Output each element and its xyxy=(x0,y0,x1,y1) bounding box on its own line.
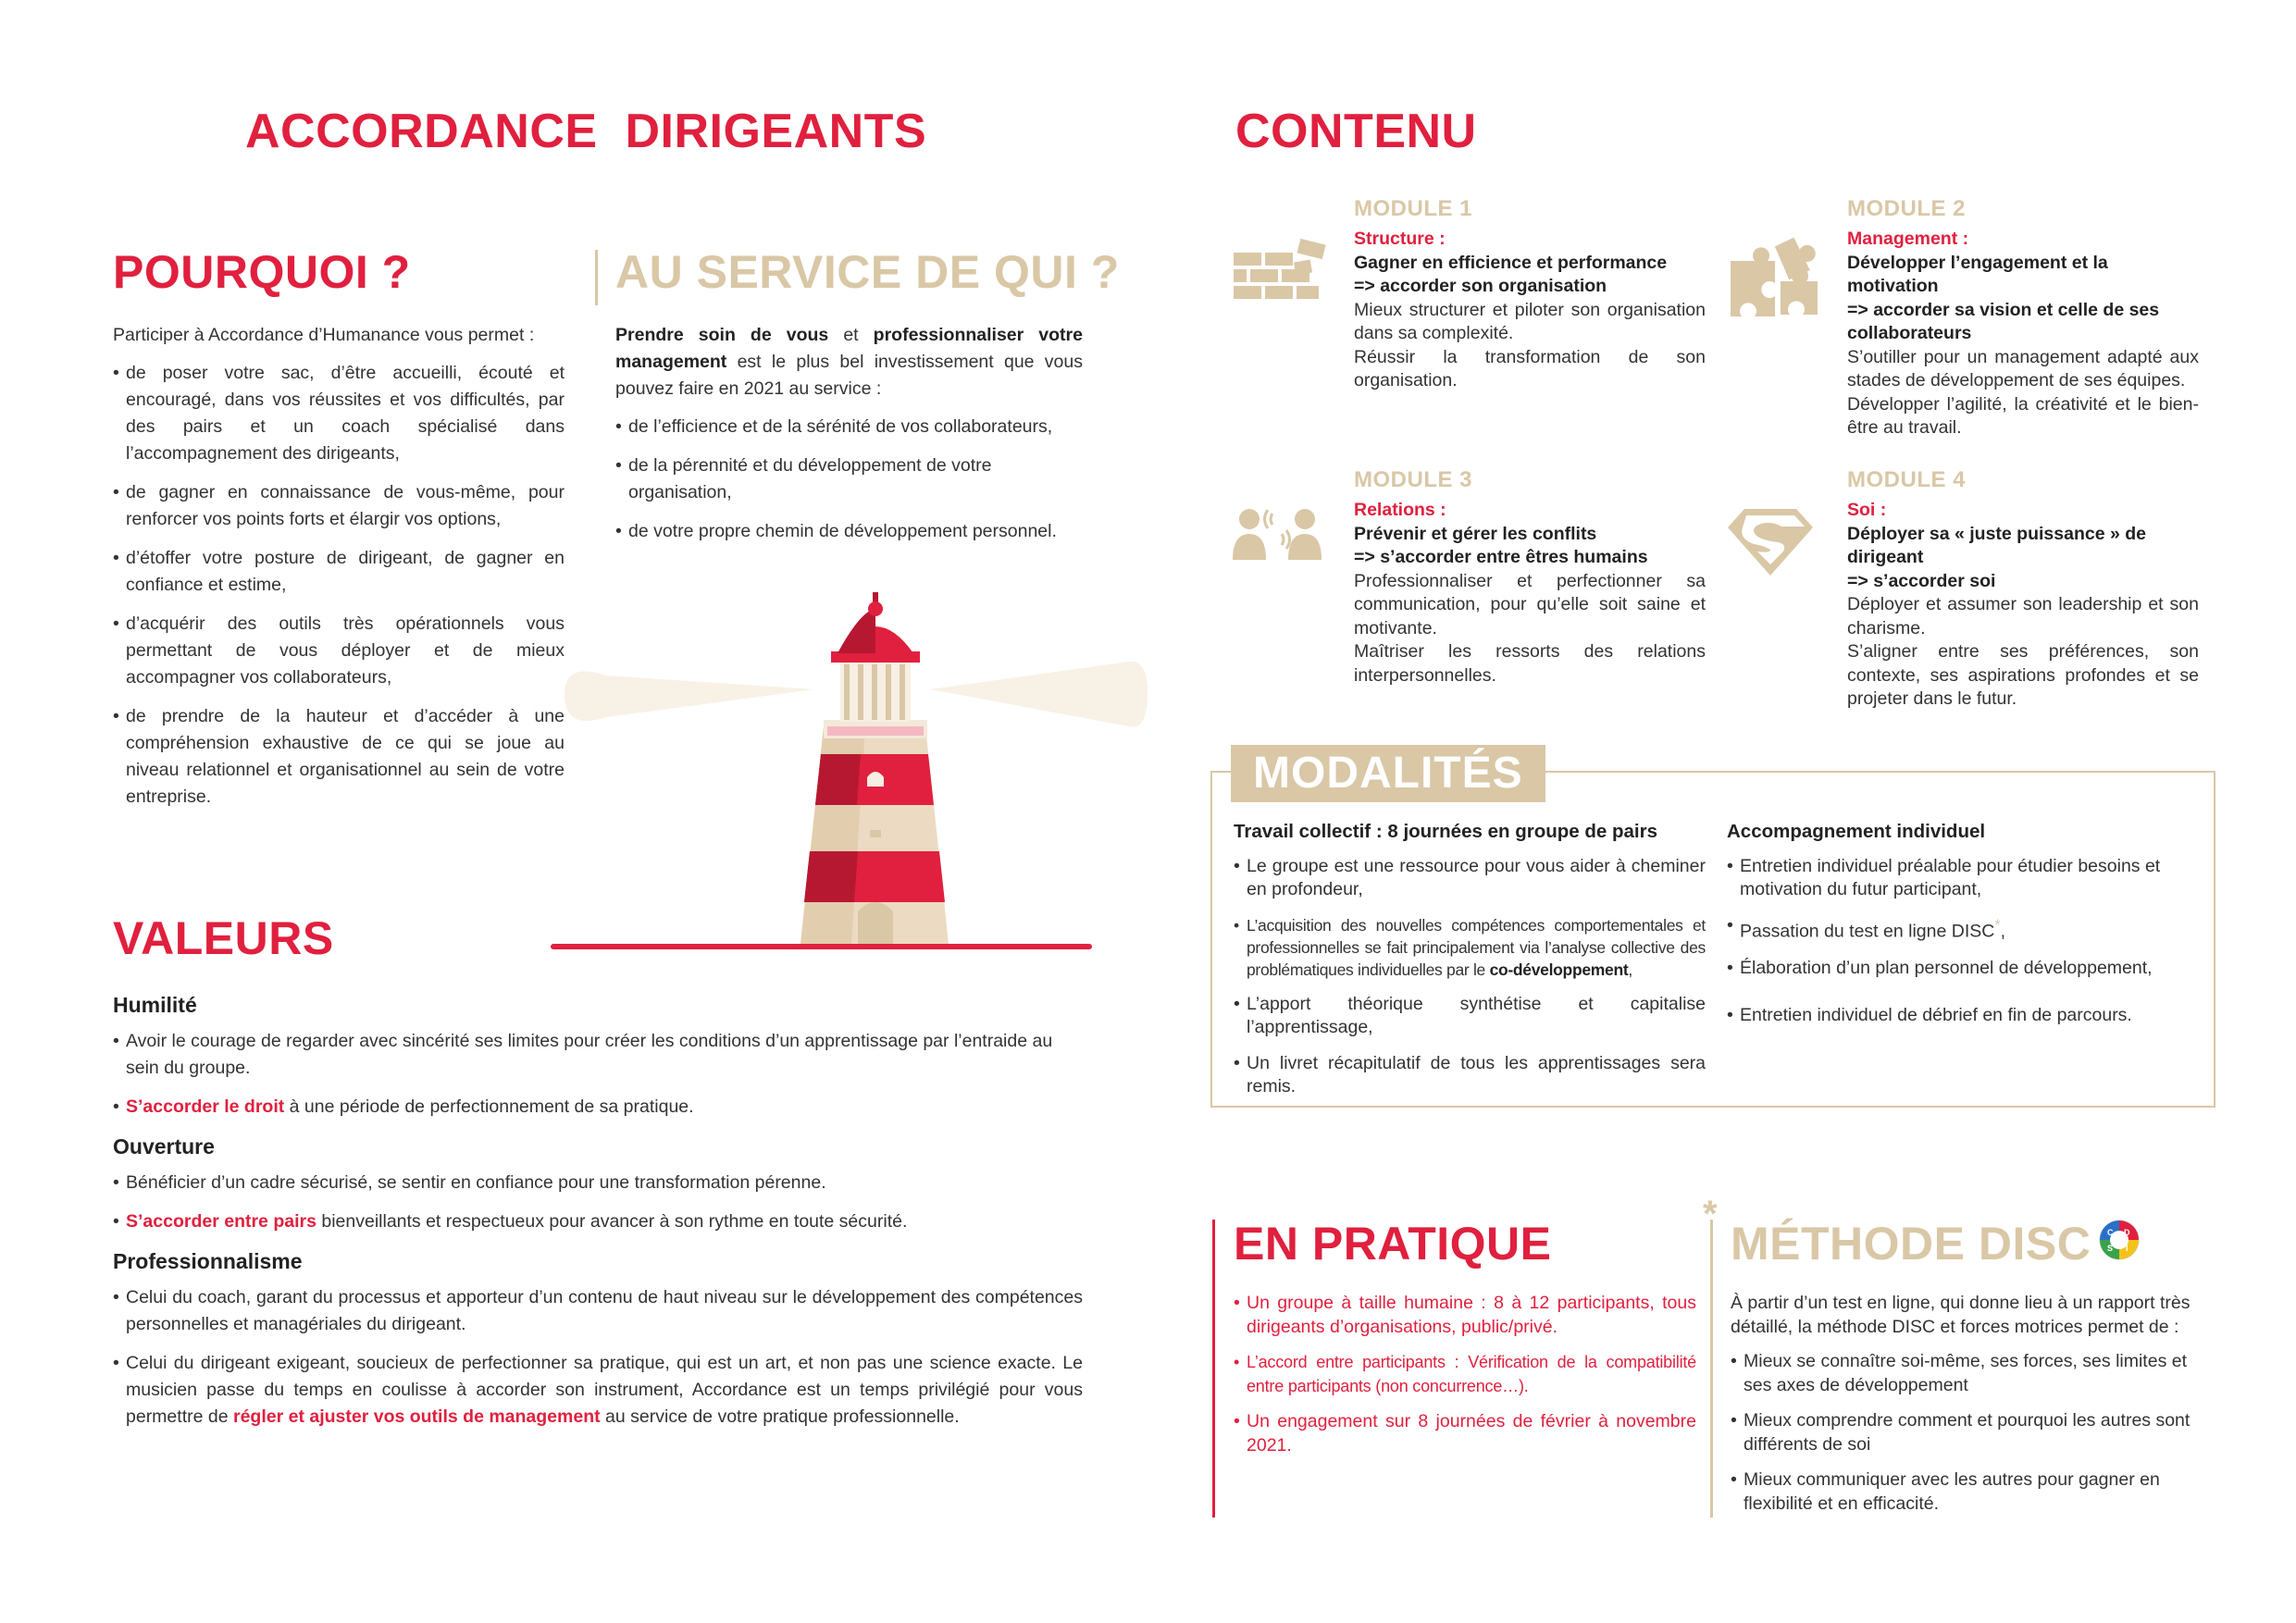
service-divider xyxy=(595,250,598,305)
module-3-category: Relations : xyxy=(1354,500,1446,520)
modalites-title-banner xyxy=(1231,745,1545,802)
list-item xyxy=(113,1094,1083,1121)
module-3-content xyxy=(1354,499,1706,688)
module-1 xyxy=(1354,196,1706,393)
service-title: AU SERVICE DE QUI ? xyxy=(615,246,1120,298)
bricks-icon xyxy=(1234,236,1326,310)
disc-section xyxy=(1731,1292,2198,1528)
contenu-title: CONTENU xyxy=(1235,105,1477,158)
ouverture-list xyxy=(113,1170,1083,1235)
pourquoi-intro: Participer à Accordance d’Humanance vous permet : xyxy=(113,325,535,345)
module-1-category: Structure : xyxy=(1354,229,1446,249)
list-item xyxy=(113,1208,1083,1235)
list-item xyxy=(113,1350,1083,1431)
service-text: et xyxy=(828,325,874,345)
pourquoi-title: POURQUOI ? xyxy=(113,246,411,298)
modalites-col2 xyxy=(1727,820,2199,1040)
list-item: • Bénéficier d’un cadre sécurisé, se sentir en confiance pour une transformation pérenne. xyxy=(113,1170,1083,1196)
module-1-heading: MODULE 1 xyxy=(1354,196,1473,221)
item-text: à une période de perfectionnement de sa pratique. xyxy=(284,1096,694,1117)
modalites-col1-title: Travail collectif : 8 journées en groupe de pairs xyxy=(1234,821,1657,842)
list-item: • Avoir le courage de regarder avec sincérité ses limites pour créer les conditions d’un apprentissage par l’entraide au sein du groupe. xyxy=(113,1028,1083,1082)
module-3 xyxy=(1354,467,1706,688)
item-text: L’acquisition des nouvelles compétences comportementales et professionnelles se fait principalement via l’analyse collective des problématiques individuelles par le xyxy=(1247,915,1706,979)
disc-divider xyxy=(1710,1220,1713,1518)
module-3-line1: Prévenir et gérer les conflits xyxy=(1354,523,1597,544)
pourquoi-list xyxy=(113,360,565,811)
list-item xyxy=(1234,914,1706,981)
module-4-line1: Déployer sa « juste puissance » de dirigeant xyxy=(1847,523,2146,567)
disc-letter-d: D xyxy=(2124,1228,2130,1237)
highlight-text: S’accorder entre pairs xyxy=(126,1211,316,1232)
module-3-line2: => s’accorder entre êtres humains xyxy=(1354,547,1648,567)
modalites-col2-list xyxy=(1727,855,2199,1028)
lighthouse-illustration xyxy=(546,592,1157,962)
service-list xyxy=(615,414,1083,545)
modalites-col1 xyxy=(1234,820,1706,1111)
module-1-content xyxy=(1354,228,1706,393)
list-item: • Élaboration d’un plan personnel de développement, xyxy=(1727,957,2199,981)
modalites-col1-list xyxy=(1234,855,1706,1099)
module-2-line1: Développer l’engagement et la motivation xyxy=(1847,252,2108,296)
pratique-list xyxy=(1234,1292,1696,1457)
list-item: • Mieux communiquer avec les autres pour gagner en flexibilité et en efficacité. xyxy=(1731,1468,2198,1516)
service-strong-1: Prendre soin de vous xyxy=(615,325,829,345)
item-text: au service de votre pratique professionnelle. xyxy=(600,1406,960,1427)
module-4-heading: MODULE 4 xyxy=(1847,467,1967,492)
module-2-line2: => accorder sa vision et celle de ses collaborateurs xyxy=(1847,299,2160,343)
list-item: • Le groupe est une ressource pour vous aider à cheminer en profondeur, xyxy=(1234,855,1706,902)
list-item: • L’accord entre participants : Vérification de la compatibilité entre participants (non concurrence…). xyxy=(1234,1351,1696,1398)
module-2-content xyxy=(1847,228,2199,440)
list-item: • Un engagement sur 8 journées de février à novembre 2021. xyxy=(1234,1410,1696,1457)
module-2-category: Management : xyxy=(1847,229,1969,249)
service-strong-2: professionnaliser votre management xyxy=(615,325,1083,372)
service-section xyxy=(615,322,1083,557)
item-text: , xyxy=(2000,921,2006,941)
list-item: • Entretien individuel de débrief en fin de parcours. xyxy=(1727,1004,2199,1028)
service-text-rest: est le plus bel investissement que vous pouvez faire en 2021 au service : xyxy=(615,352,1083,399)
disc-asterisk: * xyxy=(1703,1194,1718,1234)
people-talking-icon xyxy=(1231,506,1323,562)
service-paragraph xyxy=(615,322,1083,403)
module-1-body: Mieux structurer et piloter son organisation dans sa complexité. Réussir la transformation de son organisation. xyxy=(1354,299,1706,390)
module-4-category: Soi : xyxy=(1847,500,1887,520)
disc-logo-icon xyxy=(2099,1220,2140,1260)
pratique-title: EN PRATIQUE xyxy=(1234,1218,1552,1270)
list-item: • Un groupe à taille humaine : 8 à 12 participants, tous dirigeants d’organisations, public/privé. xyxy=(1234,1292,1696,1339)
item-text: Celui du dirigeant exigeant, soucieux de perfectionner sa pratique, qui est un art, et non pas une science exacte. Le musicien passe du temps en coulisse à accorder son instrument, Accordance est un temps privilégié pour vous permettre de xyxy=(126,1353,1083,1427)
superman-icon xyxy=(1726,507,1815,577)
professionnalisme-title: Professionnalisme xyxy=(113,1249,303,1273)
disc-intro: À partir d’un test en ligne, qui donne lieu à un rapport très détaillé, la méthode DISC et forces motrices permet de : xyxy=(1731,1293,2191,1337)
list-item xyxy=(1727,914,2199,944)
list-item: • de l’efficience et de la sérénité de vos collaborateurs, xyxy=(615,414,1083,440)
main-title: ACCORDANCE DIRIGEANTS xyxy=(245,105,927,158)
module-4-content xyxy=(1847,499,2199,712)
codev-text: co-développement xyxy=(1489,960,1629,979)
module-4-body: Déployer et assumer son leadership et son charisme. S’aligner entre ses préférences, son contexte, ses aspirations profondes et se projeter dans le futur. xyxy=(1847,594,2199,709)
valeurs-section xyxy=(113,992,1083,1443)
module-1-line2: => accorder son organisation xyxy=(1354,276,1607,296)
pratique-divider xyxy=(1212,1220,1215,1518)
module-3-heading: MODULE 3 xyxy=(1354,467,1473,492)
list-item: • Mieux comprendre comment et pourquoi les autres sont différents de soi xyxy=(1731,1409,2198,1456)
module-2-heading: MODULE 2 xyxy=(1847,196,1967,221)
item-text: bienveillants et respectueux pour avancer à son rythme en toute sécurité. xyxy=(316,1211,908,1232)
list-item: • Mieux se connaître soi-même, ses forces, ses limites et ses axes de développement xyxy=(1731,1350,2198,1397)
disc-title: MÉTHODE DISC xyxy=(1731,1218,2091,1270)
module-4 xyxy=(1847,467,2199,712)
module-2 xyxy=(1847,196,2199,440)
list-item: • Un livret récapitulatif de tous les apprentissages sera remis. xyxy=(1234,1052,1706,1099)
disc-letter-c: C xyxy=(2107,1228,2114,1237)
list-item: • d’acquérir des outils très opérationnels vous permettant de vous déployer et de mieux accompagner vos collaborateurs, xyxy=(113,611,565,691)
humilite-title: Humilité xyxy=(113,993,197,1017)
modalites-col2-title: Accompagnement individuel xyxy=(1727,821,1986,842)
item-text: , xyxy=(1628,960,1632,979)
list-item: • L’apport théorique synthétise et capitalise l’apprentissage, xyxy=(1234,993,1706,1040)
list-item: • de gagner en connaissance de vous-même, pour renforcer vos points forts et élargir vos options, xyxy=(113,479,565,533)
list-item: • Celui du coach, garant du processus et apporteur d’un contenu de haut niveau sur le développement des compétences personnelles et managériales du dirigeant. xyxy=(113,1284,1083,1338)
puzzle-icon xyxy=(1729,238,1821,326)
item-text: Passation du test en ligne DISC xyxy=(1740,921,1995,941)
professionnalisme-list xyxy=(113,1284,1083,1431)
list-item: • de votre propre chemin de développement personnel. xyxy=(615,518,1083,545)
list-item: • de poser votre sac, d’être accueilli, écouté et encouragé, dans vos réussites et vos difficultés, par des pairs et un coach spécialisé dans l’accompagnement des dirigeants, xyxy=(113,360,565,467)
module-4-line2: => s’accorder soi xyxy=(1847,570,1996,591)
list-item: • Entretien individuel préalable pour étudier besoins et motivation du futur participant, xyxy=(1727,855,2199,902)
valeurs-title: VALEURS xyxy=(113,912,334,964)
pratique-section xyxy=(1234,1292,1696,1469)
list-item: • de la pérennité et du développement de votre organisation, xyxy=(615,452,1083,506)
list-item: • d’étoffer votre posture de dirigeant, de gagner en confiance et estime, xyxy=(113,545,565,599)
list-item: • de prendre de la hauteur et d’accéder à une compréhension exhaustive de ce qui se joue au niveau relationnel et organisationnel au sein de votre entreprise. xyxy=(113,703,565,811)
disc-letter-s: S xyxy=(2107,1244,2114,1253)
highlight-text: S’accorder le droit xyxy=(126,1096,285,1117)
module-3-body: Professionnaliser et perfectionner sa communication, pour qu’elle soit saine et motivante. Maîtriser les ressorts des relations interpersonnelles. xyxy=(1354,570,1706,686)
module-2-body: S’outiller pour un management adapté aux stades de développement de ses équipes. Développer l’agilité, la créativité et le bien-être au travail. xyxy=(1847,346,2199,438)
modalites-title: MODALITÉS xyxy=(1253,749,1523,798)
disc-list xyxy=(1731,1350,2198,1516)
disc-letter-i: I xyxy=(2126,1244,2128,1253)
asterisk: * xyxy=(1994,916,2001,934)
highlight-text: régler et ajuster vos outils de management xyxy=(232,1406,601,1427)
ouverture-title: Ouverture xyxy=(113,1134,215,1158)
module-1-line1: Gagner en efficience et performance xyxy=(1354,252,1668,273)
pourquoi-section xyxy=(113,322,565,823)
humilite-list xyxy=(113,1028,1083,1121)
